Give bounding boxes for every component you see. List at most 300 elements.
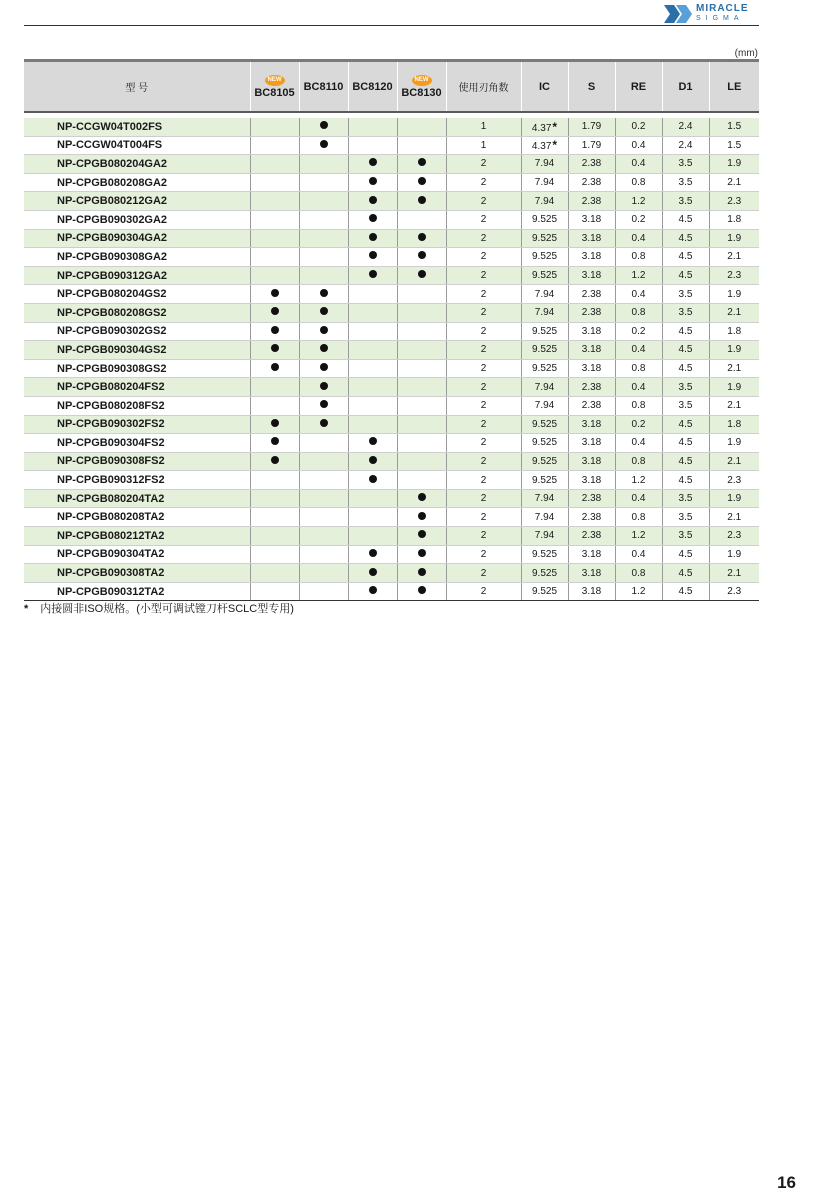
model-cell: NP-CPGB090308TA2: [24, 564, 250, 583]
model-cell: NP-CPGB090308GS2: [24, 359, 250, 378]
grade-cell-bc8105: [250, 527, 299, 546]
header-rule: [24, 25, 759, 26]
re-cell: 0.2: [615, 322, 662, 341]
availability-dot-icon: [369, 475, 377, 483]
re-cell: 0.8: [615, 359, 662, 378]
ic-value: 9.525: [531, 232, 558, 244]
re-cell: 0.8: [615, 564, 662, 583]
le-cell: 1.9: [709, 341, 759, 360]
table-body: [24, 118, 759, 601]
grade-cell-bc8130: [397, 155, 446, 174]
model-cell: NP-CPGB090304TA2: [24, 545, 250, 564]
edges-cell: 2: [446, 545, 521, 564]
model-cell: NP-CPGB090312FS2: [24, 471, 250, 490]
grade-cell-bc8130: [397, 210, 446, 229]
availability-dot-icon: [369, 549, 377, 557]
ic-cell: [521, 210, 568, 229]
edges-cell: 2: [446, 378, 521, 397]
edges-cell: 2: [446, 471, 521, 490]
grade-cell-bc8120: [348, 582, 397, 601]
re-cell: 1.2: [615, 582, 662, 601]
grade-cell-bc8120: [348, 434, 397, 453]
ic-cell: [521, 136, 568, 155]
model-cell: NP-CPGB080212GA2: [24, 192, 250, 211]
grade-cell-bc8130: [397, 582, 446, 601]
grade-cell-bc8105: [250, 489, 299, 508]
d1-cell: 3.5: [662, 378, 709, 397]
brand-logo: [664, 3, 764, 27]
brand-word-miracle: MIRACLE: [696, 3, 749, 14]
model-cell: NP-CPGB080204TA2: [24, 489, 250, 508]
grade-cell-bc8120: [348, 210, 397, 229]
availability-dot-icon: [271, 307, 279, 315]
d1-cell: 3.5: [662, 303, 709, 322]
s-cell: 3.18: [568, 229, 615, 248]
availability-dot-icon: [320, 419, 328, 427]
ic-value: 9.525: [531, 363, 558, 375]
edges-cell: 2: [446, 210, 521, 229]
ic-cell: [521, 341, 568, 360]
grade-cell-bc8120: [348, 359, 397, 378]
availability-dot-icon: [418, 251, 426, 259]
grade-cell-bc8110: [299, 303, 348, 322]
d1-cell: 4.5: [662, 248, 709, 267]
ic-value: 9.525: [531, 437, 558, 449]
col-header-re: RE: [615, 61, 662, 113]
availability-dot-icon: [369, 270, 377, 278]
col-header-d1: D1: [662, 61, 709, 113]
le-cell: 2.3: [709, 582, 759, 601]
edges-cell: 2: [446, 582, 521, 601]
model-cell: NP-CCGW04T004FS: [24, 136, 250, 155]
s-cell: 1.79: [568, 118, 615, 136]
model-cell: NP-CPGB090308FS2: [24, 452, 250, 471]
re-cell: 0.2: [615, 118, 662, 136]
model-cell: NP-CPGB080208GS2: [24, 303, 250, 322]
table-row: [24, 303, 759, 322]
grade-label: BC8120: [352, 80, 393, 93]
grade-cell-bc8110: [299, 359, 348, 378]
availability-dot-icon: [320, 140, 328, 148]
ic-cell: [521, 173, 568, 192]
le-cell: 2.3: [709, 266, 759, 285]
d1-cell: 4.5: [662, 266, 709, 285]
table-row: [24, 378, 759, 397]
footnote-star: *: [24, 603, 29, 615]
grade-cell-bc8110: [299, 192, 348, 211]
col-header-bc8120: [348, 61, 397, 113]
re-cell: 1.2: [615, 266, 662, 285]
edges-cell: 1: [446, 136, 521, 155]
s-cell: 3.18: [568, 322, 615, 341]
table-row: [24, 341, 759, 360]
grade-cell-bc8110: [299, 527, 348, 546]
ic-value: 7.94: [534, 400, 555, 412]
s-cell: 2.38: [568, 303, 615, 322]
grade-cell-bc8105: [250, 452, 299, 471]
re-cell: 0.4: [615, 545, 662, 564]
model-cell: NP-CPGB090304GA2: [24, 229, 250, 248]
s-cell: 3.18: [568, 452, 615, 471]
availability-dot-icon: [320, 121, 328, 129]
grade-cell-bc8110: [299, 285, 348, 304]
d1-cell: 3.5: [662, 285, 709, 304]
footnote: [24, 600, 294, 616]
availability-dot-icon: [320, 344, 328, 352]
availability-dot-icon: [418, 549, 426, 557]
le-cell: 2.1: [709, 396, 759, 415]
ic-value: 7.94: [534, 158, 555, 170]
re-cell: 0.8: [615, 173, 662, 192]
re-cell: 0.4: [615, 341, 662, 360]
s-cell: 2.38: [568, 508, 615, 527]
grade-cell-bc8105: [250, 415, 299, 434]
edges-cell: 2: [446, 434, 521, 453]
d1-cell: 4.5: [662, 229, 709, 248]
availability-dot-icon: [320, 307, 328, 315]
table-row: [24, 527, 759, 546]
availability-dot-icon: [369, 568, 377, 576]
grade-cell-bc8105: [250, 192, 299, 211]
re-cell: 1.2: [615, 471, 662, 490]
re-cell: 0.2: [615, 415, 662, 434]
availability-dot-icon: [418, 177, 426, 185]
grade-cell-bc8105: [250, 341, 299, 360]
model-cell: NP-CPGB080204FS2: [24, 378, 250, 397]
ic-value: 9.525: [531, 455, 558, 467]
s-cell: 3.18: [568, 266, 615, 285]
availability-dot-icon: [320, 326, 328, 334]
s-cell: 3.18: [568, 545, 615, 564]
d1-cell: 4.5: [662, 564, 709, 583]
availability-dot-icon: [369, 214, 377, 222]
table-row: [24, 489, 759, 508]
le-cell: 2.1: [709, 564, 759, 583]
table-row: [24, 359, 759, 378]
grade-cell-bc8130: [397, 303, 446, 322]
grade-cell-bc8120: [348, 322, 397, 341]
s-cell: 3.18: [568, 434, 615, 453]
grade-label: BC8110: [303, 80, 344, 93]
availability-dot-icon: [418, 568, 426, 576]
grade-cell-bc8130: [397, 471, 446, 490]
s-cell: 2.38: [568, 173, 615, 192]
grade-cell-bc8110: [299, 545, 348, 564]
ic-cell: [521, 508, 568, 527]
model-cell: NP-CPGB080204GA2: [24, 155, 250, 174]
re-cell: 1.2: [615, 192, 662, 211]
grade-cell-bc8130: [397, 396, 446, 415]
col-header-bc8130: [397, 61, 446, 113]
d1-cell: 4.5: [662, 452, 709, 471]
d1-cell: 4.5: [662, 415, 709, 434]
edges-cell: 2: [446, 192, 521, 211]
le-cell: 1.9: [709, 545, 759, 564]
grade-cell-bc8110: [299, 471, 348, 490]
availability-dot-icon: [369, 177, 377, 185]
ic-value: 7.94: [534, 307, 555, 319]
ic-cell: [521, 489, 568, 508]
grade-cell-bc8120: [348, 192, 397, 211]
non-iso-star-icon: *: [552, 119, 558, 134]
ic-value: 9.525: [531, 270, 558, 282]
ic-cell: [521, 434, 568, 453]
d1-cell: 3.5: [662, 508, 709, 527]
table-row: [24, 173, 759, 192]
d1-cell: 4.5: [662, 341, 709, 360]
table-row: [24, 136, 759, 155]
ic-cell: [521, 545, 568, 564]
availability-dot-icon: [320, 400, 328, 408]
col-header-bc8105: [250, 61, 299, 113]
grade-cell-bc8105: [250, 173, 299, 192]
grade-cell-bc8105: [250, 378, 299, 397]
grade-cell-bc8130: [397, 192, 446, 211]
page-number: 16: [777, 1173, 796, 1192]
grade-cell-bc8110: [299, 248, 348, 267]
ic-value: 7.94: [534, 177, 555, 189]
grade-cell-bc8120: [348, 527, 397, 546]
table-row: [24, 118, 759, 136]
re-cell: 0.8: [615, 452, 662, 471]
availability-dot-icon: [369, 158, 377, 166]
ic-value: 9.525: [531, 214, 558, 226]
model-cell: NP-CCGW04T002FS: [24, 118, 250, 136]
grade-cell-bc8130: [397, 229, 446, 248]
re-cell: 0.4: [615, 434, 662, 453]
le-cell: 2.3: [709, 192, 759, 211]
le-cell: 1.9: [709, 285, 759, 304]
table-row: [24, 508, 759, 527]
le-cell: 1.8: [709, 415, 759, 434]
grade-cell-bc8110: [299, 173, 348, 192]
grade-cell-bc8110: [299, 322, 348, 341]
s-cell: 3.18: [568, 582, 615, 601]
le-cell: 1.8: [709, 210, 759, 229]
s-cell: 3.18: [568, 248, 615, 267]
edges-cell: 2: [446, 452, 521, 471]
ic-cell: [521, 415, 568, 434]
edges-cell: 2: [446, 155, 521, 174]
ic-cell: [521, 285, 568, 304]
grade-cell-bc8105: [250, 118, 299, 136]
s-cell: 1.79: [568, 136, 615, 155]
model-cell: NP-CPGB080208GA2: [24, 173, 250, 192]
grade-cell-bc8105: [250, 508, 299, 527]
le-cell: 2.1: [709, 303, 759, 322]
grade-cell-bc8105: [250, 136, 299, 155]
edges-cell: 2: [446, 322, 521, 341]
ic-cell: [521, 155, 568, 174]
grade-cell-bc8110: [299, 266, 348, 285]
grade-cell-bc8105: [250, 303, 299, 322]
table-row: [24, 434, 759, 453]
grade-cell-bc8130: [397, 285, 446, 304]
re-cell: 0.8: [615, 303, 662, 322]
grade-cell-bc8105: [250, 229, 299, 248]
grade-cell-bc8120: [348, 303, 397, 322]
non-iso-star-icon: *: [552, 138, 558, 153]
grade-cell-bc8105: [250, 471, 299, 490]
ic-value: 7.94: [534, 288, 555, 300]
grade-cell-bc8130: [397, 359, 446, 378]
d1-cell: 4.5: [662, 322, 709, 341]
edges-cell: 2: [446, 527, 521, 546]
ic-value: 9.525: [531, 586, 558, 598]
model-cell: NP-CPGB080208TA2: [24, 508, 250, 527]
grade-label: BC8105: [254, 86, 295, 99]
d1-cell: 4.5: [662, 582, 709, 601]
d1-cell: 4.5: [662, 210, 709, 229]
availability-dot-icon: [418, 270, 426, 278]
grade-cell-bc8110: [299, 341, 348, 360]
new-badge: NEW: [412, 75, 432, 86]
table-row: [24, 192, 759, 211]
ic-cell: [521, 378, 568, 397]
ic-value: 4.37: [531, 122, 552, 134]
d1-cell: 4.5: [662, 434, 709, 453]
ic-cell: [521, 303, 568, 322]
availability-dot-icon: [369, 437, 377, 445]
re-cell: 0.2: [615, 210, 662, 229]
col-header-le: LE: [709, 61, 759, 113]
le-cell: 2.1: [709, 508, 759, 527]
grade-cell-bc8130: [397, 266, 446, 285]
le-cell: 1.9: [709, 434, 759, 453]
table-row: [24, 396, 759, 415]
ic-value: 9.525: [531, 474, 558, 486]
edges-cell: 2: [446, 248, 521, 267]
grade-cell-bc8105: [250, 564, 299, 583]
table-row: [24, 415, 759, 434]
table-row: [24, 582, 759, 601]
ic-cell: [521, 471, 568, 490]
ic-value: 7.94: [534, 511, 555, 523]
le-cell: 1.9: [709, 378, 759, 397]
ic-value: 7.94: [534, 195, 555, 207]
availability-dot-icon: [418, 493, 426, 501]
s-cell: 3.18: [568, 564, 615, 583]
availability-dot-icon: [418, 233, 426, 241]
grade-cell-bc8120: [348, 452, 397, 471]
edges-cell: 1: [446, 118, 521, 136]
grade-cell-bc8130: [397, 136, 446, 155]
grade-cell-bc8130: [397, 508, 446, 527]
grade-cell-bc8130: [397, 173, 446, 192]
grade-cell-bc8130: [397, 341, 446, 360]
table-row: [24, 210, 759, 229]
ic-value: 7.94: [534, 493, 555, 505]
le-cell: 1.5: [709, 136, 759, 155]
grade-cell-bc8105: [250, 266, 299, 285]
ic-value: 7.94: [534, 381, 555, 393]
le-cell: 2.3: [709, 471, 759, 490]
grade-cell-bc8130: [397, 378, 446, 397]
grade-cell-bc8120: [348, 229, 397, 248]
s-cell: 3.18: [568, 471, 615, 490]
s-cell: 2.38: [568, 285, 615, 304]
grade-cell-bc8120: [348, 415, 397, 434]
model-cell: NP-CPGB090302FS2: [24, 415, 250, 434]
grade-cell-bc8110: [299, 564, 348, 583]
d1-cell: 4.5: [662, 471, 709, 490]
grade-cell-bc8130: [397, 434, 446, 453]
le-cell: 1.9: [709, 155, 759, 174]
grade-cell-bc8120: [348, 545, 397, 564]
grade-cell-bc8105: [250, 210, 299, 229]
d1-cell: 3.5: [662, 192, 709, 211]
grade-cell-bc8110: [299, 378, 348, 397]
ic-value: 9.525: [531, 418, 558, 430]
model-cell: NP-CPGB090308GA2: [24, 248, 250, 267]
availability-dot-icon: [369, 251, 377, 259]
re-cell: 0.8: [615, 248, 662, 267]
grade-cell-bc8110: [299, 452, 348, 471]
footnote-text: 内接圆非ISO规格。(小型可调试镗刀杆SCLC型专用): [40, 603, 294, 615]
new-badge: NEW: [265, 75, 285, 86]
grade-cell-bc8120: [348, 471, 397, 490]
grade-cell-bc8120: [348, 341, 397, 360]
d1-cell: 3.5: [662, 489, 709, 508]
ic-cell: [521, 396, 568, 415]
grade-cell-bc8120: [348, 118, 397, 136]
ic-cell: [521, 452, 568, 471]
table-row: [24, 155, 759, 174]
availability-dot-icon: [271, 289, 279, 297]
grade-cell-bc8105: [250, 434, 299, 453]
le-cell: 2.3: [709, 527, 759, 546]
ic-cell: [521, 229, 568, 248]
table-row: [24, 322, 759, 341]
d1-cell: 3.5: [662, 527, 709, 546]
re-cell: 1.2: [615, 527, 662, 546]
d1-cell: 4.5: [662, 359, 709, 378]
le-cell: 2.1: [709, 359, 759, 378]
grade-cell-bc8110: [299, 582, 348, 601]
grade-cell-bc8120: [348, 396, 397, 415]
table-header: [24, 61, 759, 113]
model-cell: NP-CPGB090302GA2: [24, 210, 250, 229]
re-cell: 0.4: [615, 229, 662, 248]
edges-cell: 2: [446, 359, 521, 378]
grade-cell-bc8130: [397, 564, 446, 583]
grade-cell-bc8120: [348, 564, 397, 583]
model-cell: NP-CPGB080212TA2: [24, 527, 250, 546]
grade-cell-bc8130: [397, 527, 446, 546]
table-row: [24, 266, 759, 285]
availability-dot-icon: [369, 586, 377, 594]
le-cell: 1.9: [709, 489, 759, 508]
grade-cell-bc8110: [299, 415, 348, 434]
edges-cell: 2: [446, 564, 521, 583]
le-cell: 2.1: [709, 173, 759, 192]
ic-value: 7.94: [534, 530, 555, 542]
grade-cell-bc8120: [348, 285, 397, 304]
ic-value: 9.525: [531, 251, 558, 263]
grade-cell-bc8110: [299, 210, 348, 229]
re-cell: 0.4: [615, 136, 662, 155]
availability-dot-icon: [369, 196, 377, 204]
availability-dot-icon: [418, 158, 426, 166]
edges-cell: 2: [446, 285, 521, 304]
s-cell: 3.18: [568, 359, 615, 378]
d1-cell: 2.4: [662, 118, 709, 136]
s-cell: 2.38: [568, 489, 615, 508]
model-cell: NP-CPGB080208FS2: [24, 396, 250, 415]
availability-dot-icon: [418, 586, 426, 594]
grade-cell-bc8130: [397, 322, 446, 341]
re-cell: 0.4: [615, 285, 662, 304]
